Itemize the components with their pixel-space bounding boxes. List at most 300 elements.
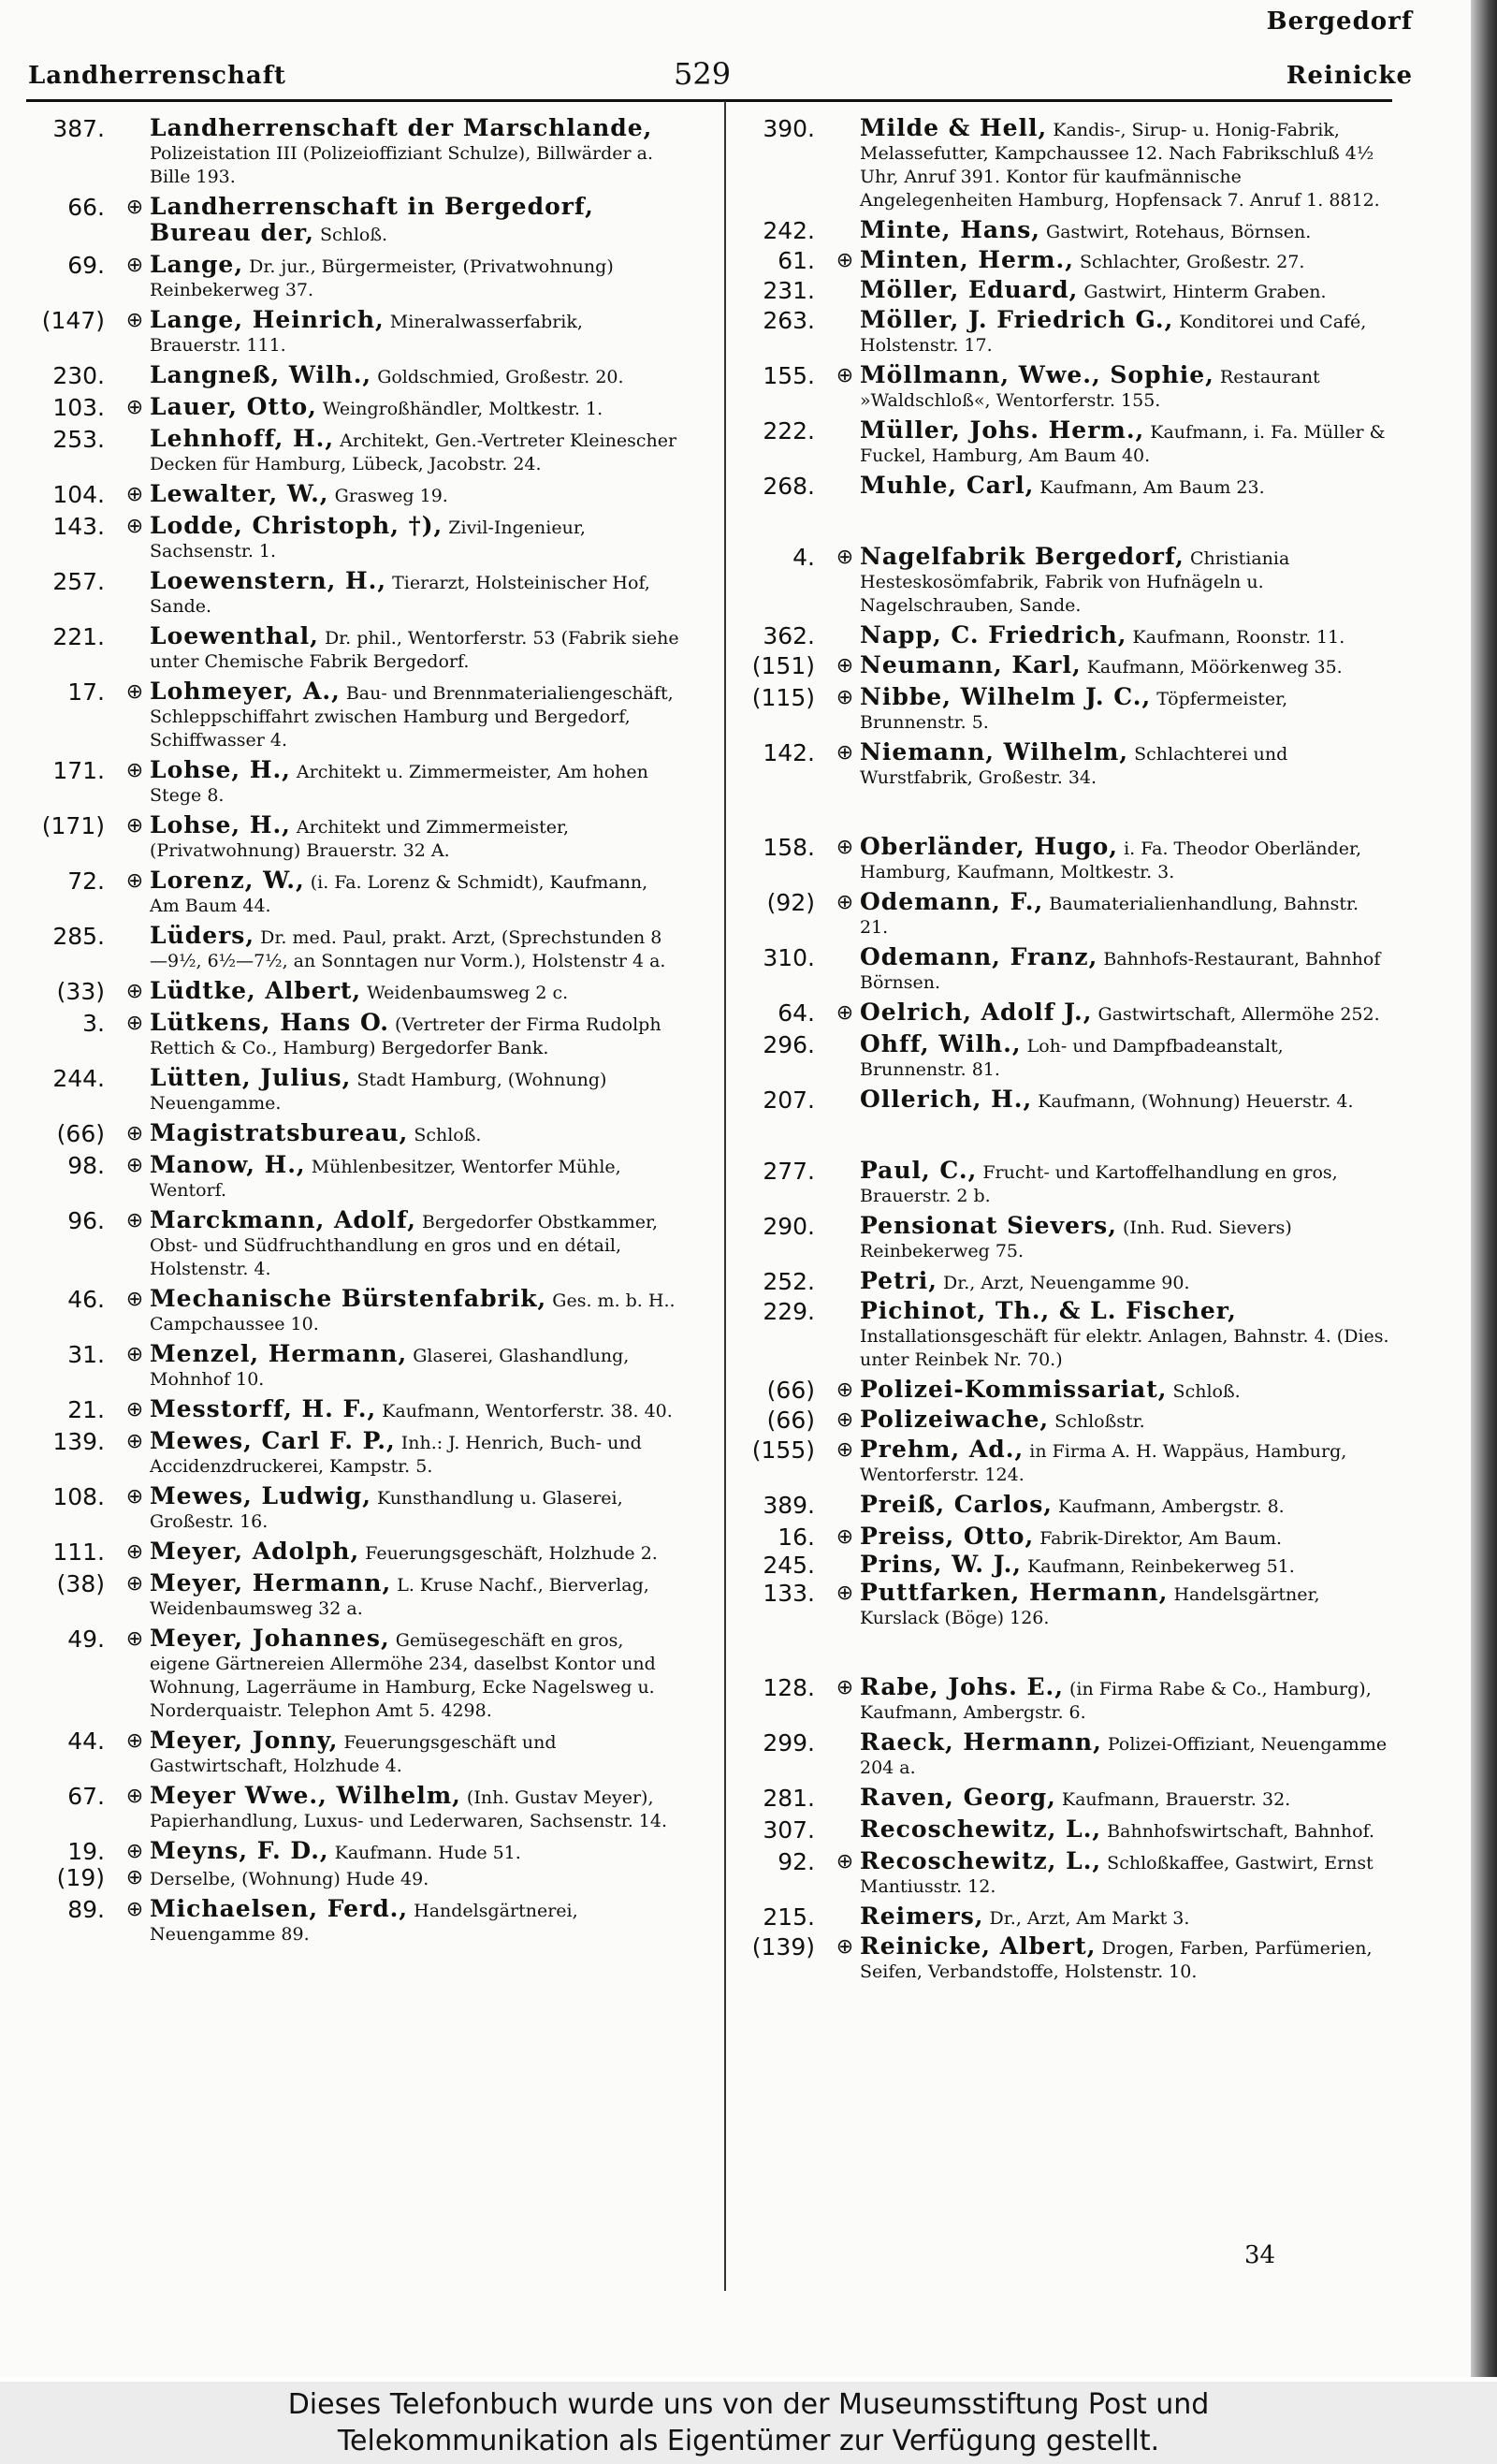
entry-text <box>150 979 679 1005</box>
entry-text <box>150 363 679 389</box>
entry-phone-number: (139) <box>751 1933 815 1961</box>
entry-description: Gastwirt, Rotehaus, Börnsen. <box>1046 222 1312 242</box>
entry-description: Kunsthandlung u. Glaserei, Großestr. 16. <box>150 1488 623 1532</box>
entry-text <box>150 624 679 674</box>
directory-entry <box>34 1897 679 1946</box>
entry-symbol-icon: ⊕ <box>125 1729 144 1753</box>
directory-entry <box>34 1571 679 1621</box>
entry-name: Prins, W. J., <box>860 1551 1023 1578</box>
entry-phone-number: 277. <box>763 1158 815 1185</box>
entry-description: Handelsgärtner, Kurslack (Böge) 126. <box>860 1584 1320 1628</box>
entry-description: Kaufmann, Brauerstr. 32. <box>1061 1789 1291 1810</box>
directory-entry <box>34 1208 679 1281</box>
entry-description: Drogen, Farben, Parfümerien, Seifen, Verbandstoffe, Holstenstr. 10. <box>860 1938 1373 1982</box>
entry-description: Schloßstr. <box>1054 1411 1145 1432</box>
entry-text <box>860 308 1389 357</box>
directory-entry <box>744 1553 1389 1579</box>
entry-name: Möller, Eduard, <box>860 276 1079 303</box>
entry-symbol-icon: ⊕ <box>836 686 854 709</box>
entry-name: Ohff, Wilh., <box>860 1030 1022 1057</box>
entry-text <box>150 1153 679 1203</box>
entry-name: Puttfarken, Hermann, <box>860 1579 1169 1606</box>
entry-symbol-icon: ⊕ <box>836 836 854 859</box>
directory-entry <box>744 1269 1389 1295</box>
entry-name: Lewalter, W., <box>150 480 329 507</box>
entry-description: Inh.: J. Henrich, Buch- und Accidenzdruckerei, Kampstr. 5. <box>150 1433 642 1477</box>
entry-description: Weidenbaumsweg 2 c. <box>367 983 569 1003</box>
entry-text <box>150 1897 679 1946</box>
entry-text <box>150 1626 679 1723</box>
entry-name: Preiss, Otto, <box>860 1523 1035 1550</box>
entry-phone-number: 4. <box>792 544 815 571</box>
entry-description: Polizei-Offiziant, Neuengamme 204 a. <box>860 1734 1388 1778</box>
entry-phone-number: 142. <box>763 739 815 766</box>
page-number: 529 <box>674 56 732 92</box>
directory-entry <box>34 979 679 1005</box>
entry-name: Lütkens, Hans O. <box>150 1009 389 1036</box>
entry-description: (i. Fa. Lorenz & Schmidt), Kaufmann, Am Baum 44. <box>150 872 648 916</box>
entry-text <box>860 1087 1389 1114</box>
directory-entry <box>744 1730 1389 1780</box>
entry-name: Lohse, H., <box>150 756 291 783</box>
entry-description: Kaufmann, Ambergstr. 8. <box>1058 1496 1285 1517</box>
entry-phone-number: 143. <box>52 513 105 540</box>
entry-symbol-icon: ⊕ <box>125 1627 144 1651</box>
entry-symbol-icon: ⊕ <box>836 891 854 914</box>
entry-text <box>860 545 1389 618</box>
entry-phone-number: 21. <box>67 1396 105 1423</box>
entry-description: Dr. jur., Bürgermeister, (Privatwohnung) Reinbekerweg 37. <box>150 256 614 300</box>
directory-entry <box>34 679 679 752</box>
entry-text <box>860 1407 1389 1434</box>
entry-text <box>150 1865 679 1891</box>
entry-phone-number: (66) <box>56 1120 105 1147</box>
directory-entry <box>744 1904 1389 1931</box>
entry-name: Oelrich, Adolf J., <box>860 999 1093 1026</box>
entry-text <box>860 1849 1389 1899</box>
entry-phone-number: 296. <box>763 1031 815 1058</box>
entry-symbol-icon: ⊕ <box>125 1840 144 1863</box>
entry-description: Weingroßhändler, Moltkestr. 1. <box>322 399 603 419</box>
entry-text <box>860 278 1389 304</box>
entry-symbol-icon: ⊕ <box>125 869 144 893</box>
entry-name: Nagelfabrik Bergedorf, <box>860 543 1185 570</box>
entry-description: Restaurant »Waldschloß«, Wentorferstr. 155. <box>860 367 1320 411</box>
entry-symbol-icon: ⊕ <box>125 1288 144 1311</box>
entry-description: (in Firma Rabe & Co., Hamburg), Kaufmann, Ambergstr. 6. <box>860 1679 1372 1723</box>
entry-symbol-icon: ⊕ <box>125 254 144 277</box>
entry-symbol-icon: ⊕ <box>125 1866 144 1889</box>
entry-symbol-icon: ⊕ <box>836 1850 854 1874</box>
entry-description: Architekt u. Zimmermeister, Am hohen Stege 8. <box>150 762 648 806</box>
entry-description: Bergedorfer Obstkammer, Obst- und Südfruchthandlung en gros und en détail, Holstenstr. 4. <box>150 1212 659 1279</box>
entry-text <box>860 1786 1389 1812</box>
entry-text <box>150 569 679 619</box>
entry-symbol-icon: ⊕ <box>125 483 144 506</box>
entry-phone-number: 158. <box>763 834 815 861</box>
entry-text <box>150 813 679 863</box>
entry-text <box>860 1730 1389 1780</box>
entry-phone-number: 19. <box>67 1838 105 1865</box>
entry-description: Goldschmied, Großestr. 20. <box>377 367 624 387</box>
entry-name: Raeck, Hermann, <box>860 1728 1102 1756</box>
directory-entry <box>744 116 1389 212</box>
entry-name: Lange, <box>150 251 244 278</box>
entry-text <box>150 1728 679 1778</box>
entry-name: Mewes, Ludwig, <box>150 1482 371 1509</box>
entry-text <box>860 1553 1389 1579</box>
entry-description: Feuerungsgeschäft und Gastwirtschaft, Holzhude 4. <box>150 1732 557 1776</box>
entry-description: Loh- und Dampfbadeanstalt, Brunnenstr. 81. <box>860 1036 1284 1080</box>
directory-entry <box>34 253 679 302</box>
entry-name: Menzel, Hermann, <box>150 1340 408 1367</box>
entry-text <box>860 1675 1389 1725</box>
directory-entry <box>744 1786 1389 1812</box>
entry-phone-number: 281. <box>763 1785 815 1812</box>
entry-description: (Inh. Gustav Meyer), Papierhandlung, Luxus- und Lederwaren, Sachsenstr. 14. <box>150 1787 667 1831</box>
entry-description: Kaufmann, Reinbekerweg 51. <box>1027 1556 1295 1577</box>
entry-description: in Firma A. H. Wappäus, Hamburg, Wentorferstr. 124. <box>860 1441 1347 1485</box>
entry-description: Glaserei, Glashandlung, Mohnhof 10. <box>150 1346 630 1390</box>
entry-phone-number: 268. <box>763 473 815 500</box>
entry-phone-number: 245. <box>763 1552 815 1579</box>
entry-description: Frucht- und Kartoffelhandlung en gros, Brauerstr. 2 b. <box>860 1162 1338 1206</box>
directory-entry <box>744 418 1389 468</box>
entry-phone-number: 139. <box>52 1428 105 1455</box>
entry-text <box>150 514 679 563</box>
entry-symbol-icon: ⊕ <box>125 980 144 1003</box>
entry-name: Napp, C. Friedrich, <box>860 621 1127 649</box>
entry-description: Gastwirt, Hinterm Graben. <box>1083 282 1327 302</box>
entry-phone-number: 171. <box>52 757 105 784</box>
directory-entry <box>34 1121 679 1147</box>
directory-entry <box>744 945 1389 995</box>
entry-name: Lauer, Otto, <box>150 393 317 420</box>
entry-text <box>150 427 679 476</box>
entry-phone-number: 257. <box>52 568 105 595</box>
entry-phone-number: 253. <box>52 426 105 453</box>
entry-description: Kaufmann, Möörkenweg 35. <box>1086 657 1343 678</box>
entry-phone-number: 229. <box>763 1298 815 1325</box>
entry-description: Grasweg 19. <box>334 486 448 506</box>
entry-phone-number: 89. <box>67 1896 105 1923</box>
directory-entry <box>744 1675 1389 1725</box>
entry-phone-number: 285. <box>52 923 105 950</box>
entry-text <box>860 740 1389 790</box>
entry-text <box>150 758 679 808</box>
directory-entry <box>34 624 679 674</box>
entry-description: Bahnhofs-Restaurant, Bahnhof Börnsen. <box>860 949 1381 993</box>
directory-entry <box>744 1159 1389 1208</box>
entry-name: Langneß, Wilh., <box>150 361 372 388</box>
entry-text <box>150 116 679 189</box>
entry-text <box>860 363 1389 413</box>
entry-phone-number: 215. <box>763 1903 815 1931</box>
ownership-banner <box>0 2382 1497 2464</box>
directory-entry <box>744 1817 1389 1844</box>
directory-entry <box>744 1934 1389 1984</box>
entry-name: Reimers, <box>860 1903 984 1930</box>
entry-phone-number: 96. <box>67 1207 105 1234</box>
entry-symbol-icon: ⊕ <box>836 741 854 765</box>
entry-symbol-icon: ⊕ <box>125 1485 144 1509</box>
entry-description: Zivil-Ingenieur, Sachsenstr. 1. <box>150 518 586 561</box>
entry-name: Lodde, Christoph, †), <box>150 512 443 539</box>
entry-phone-number: 387. <box>52 115 105 142</box>
entry-name: Manow, H., <box>150 1151 306 1178</box>
entry-symbol-icon: ⊕ <box>836 1676 854 1699</box>
directory-entry <box>744 1524 1389 1551</box>
entry-symbol-icon: ⊕ <box>836 546 854 569</box>
entry-phone-number: 98. <box>67 1152 105 1179</box>
entry-description: Gemüsegeschäft en gros, eigene Gärtnereien Allermöhe 234, daselbst Kontor und Wohnung, Lagerräume in Hamburg, Ecke Nagelsweg u. Norderquaistr. Telephon Amt 5. 4298. <box>150 1630 656 1721</box>
entry-description: Christiania Hesteskosömfabrik, Fabrik von Hufnägeln u. Nagelschrauben, Sande. <box>860 548 1290 616</box>
entry-phone-number: 231. <box>763 277 815 304</box>
entry-text <box>860 890 1389 940</box>
entry-name: Möllmann, Wwe., Sophie, <box>860 361 1214 388</box>
entry-text <box>860 623 1389 649</box>
entry-symbol-icon: ⊕ <box>836 1525 854 1549</box>
entry-text <box>150 679 679 752</box>
entry-description: Kaufmann, i. Fa. Müller & Fuckel, Hamburg, Am Baum 40. <box>860 422 1386 466</box>
entry-phone-number: 133. <box>763 1580 815 1607</box>
entry-text <box>860 653 1389 679</box>
running-head-place: Bergedorf <box>1266 7 1413 36</box>
entry-text <box>150 1484 679 1534</box>
entry-text <box>860 218 1389 244</box>
entry-text <box>860 418 1389 468</box>
entry-name: Loewenstern, H., <box>150 567 387 594</box>
entry-text <box>860 1000 1389 1027</box>
entry-text <box>860 1817 1389 1844</box>
entry-text <box>860 1269 1389 1295</box>
entry-name: Mechanische Bürstenfabrik, <box>150 1285 547 1312</box>
entry-text <box>860 248 1389 274</box>
entry-text <box>860 1904 1389 1931</box>
entry-symbol-icon: ⊕ <box>125 1785 144 1808</box>
entry-text <box>860 116 1389 212</box>
directory-entry <box>744 1493 1389 1519</box>
right-column <box>744 116 1389 1984</box>
entry-text <box>860 1493 1389 1519</box>
entry-description: L. Kruse Nachf., Bierverlag, Weidenbaumsweg 32 a. <box>150 1575 649 1619</box>
entry-phone-number: (151) <box>751 652 815 679</box>
directory-entry <box>34 514 679 563</box>
entry-name: Meyer, Adolph, <box>150 1538 360 1565</box>
directory-entry <box>34 1784 679 1833</box>
entry-text <box>860 685 1389 735</box>
entry-description: Tierarzt, Holsteinischer Hof, Sande. <box>150 573 650 617</box>
entry-phone-number: 362. <box>763 622 815 649</box>
entry-name: Ollerich, H., <box>860 1086 1033 1113</box>
directory-entry <box>34 195 679 247</box>
entry-text <box>150 924 679 973</box>
directory-entry <box>744 474 1389 500</box>
directory-entry <box>744 1581 1389 1630</box>
entry-description: Dr. phil., Wentorferstr. 53 (Fabrik siehe unter Chemische Fabrik Bergedorf. <box>150 628 679 672</box>
entry-text <box>150 1121 679 1147</box>
entry-phone-number: 46. <box>67 1286 105 1313</box>
entry-description: Kaufmann, Roonstr. 11. <box>1132 627 1345 648</box>
directory-entry <box>744 653 1389 679</box>
entry-phone-number: 49. <box>67 1626 105 1653</box>
entry-symbol-icon: ⊕ <box>125 814 144 838</box>
directory-entry <box>744 278 1389 304</box>
entry-phone-number: 128. <box>763 1674 815 1701</box>
entry-symbol-icon: ⊕ <box>836 654 854 678</box>
directory-entry <box>744 623 1389 649</box>
entry-phone-number: 104. <box>52 481 105 508</box>
entry-phone-number: (147) <box>41 307 105 334</box>
entry-symbol-icon: ⊕ <box>125 1343 144 1366</box>
directory-entry <box>34 758 679 808</box>
entry-description: Schloß. <box>1172 1381 1241 1402</box>
directory-entry <box>744 1000 1389 1027</box>
entry-text <box>860 1437 1389 1487</box>
directory-entry <box>744 1299 1389 1372</box>
entry-symbol-icon: ⊕ <box>125 1398 144 1422</box>
entry-description: Kaufmann, Am Baum 23. <box>1039 477 1265 498</box>
entry-phone-number: 3. <box>82 1010 105 1037</box>
entry-name: Lohmeyer, A., <box>150 678 341 705</box>
entry-name: Muhle, Carl, <box>860 472 1035 499</box>
directory-entry <box>744 363 1389 413</box>
entry-description: Schlachter, Großestr. 27. <box>1080 252 1305 272</box>
entry-phone-number: (66) <box>766 1377 815 1404</box>
entry-name: Meyns, F. D., <box>150 1837 329 1864</box>
entry-name: Mewes, Carl F. P., <box>150 1427 396 1454</box>
entry-symbol-icon: ⊕ <box>125 196 144 219</box>
entry-name: Landherrenschaft der Marschlande, <box>150 114 653 141</box>
entry-text <box>860 1159 1389 1208</box>
entry-name: Lüdtke, Albert, <box>150 977 362 1004</box>
entry-text <box>150 1287 679 1336</box>
entry-name: Müller, Johs. Herm., <box>860 416 1145 444</box>
running-head-left: Landherrenschaft <box>28 62 286 90</box>
entry-text <box>860 1299 1389 1372</box>
entry-symbol-icon: ⊕ <box>125 759 144 782</box>
header-rule <box>26 99 1392 102</box>
entry-description: Kaufmann, (Wohnung) Heuerstr. 4. <box>1038 1091 1354 1112</box>
directory-entry <box>744 218 1389 244</box>
entry-phone-number: 44. <box>67 1728 105 1755</box>
entry-phone-number: (33) <box>56 978 105 1005</box>
directory-entry <box>744 1437 1389 1487</box>
entry-phone-number: (92) <box>766 889 815 916</box>
entry-name: Meyer Wwe., Wilhelm, <box>150 1782 461 1809</box>
directory-entry <box>744 1087 1389 1114</box>
directory-entry <box>744 545 1389 618</box>
entry-text <box>150 195 679 247</box>
entry-text <box>150 482 679 508</box>
entry-text <box>150 395 679 421</box>
entry-phone-number: 61. <box>778 247 815 274</box>
directory-entry <box>34 1287 679 1336</box>
entry-phone-number: 72. <box>67 868 105 895</box>
entry-name: Meyer, Johannes, <box>150 1625 390 1652</box>
entry-text <box>150 1839 679 1865</box>
directory-entry <box>34 395 679 421</box>
entry-text <box>150 1066 679 1115</box>
entry-description: Kaufmann, Wentorferstr. 38. 40. <box>382 1401 673 1422</box>
entry-name: Polizeiwache, <box>860 1406 1050 1433</box>
entry-phone-number: 16. <box>778 1524 815 1551</box>
entry-symbol-icon: ⊕ <box>836 1582 854 1605</box>
entry-text <box>150 1397 679 1423</box>
entry-description: Schloßkaffee, Gastwirt, Ernst Mantiusstr. 12. <box>860 1853 1373 1897</box>
directory-entry <box>34 1484 679 1534</box>
entry-name: Lohse, H., <box>150 811 291 838</box>
entry-text <box>150 1571 679 1621</box>
entry-description: Stadt Hamburg, (Wohnung) Neuengamme. <box>150 1070 607 1114</box>
entry-name: Marckmann, Adolf, <box>150 1206 416 1233</box>
entry-description: Konditorei und Café, Holstenstr. 17. <box>860 312 1367 356</box>
left-column <box>34 116 679 1946</box>
entry-text <box>150 1784 679 1833</box>
directory-entry <box>744 248 1389 274</box>
entry-name: Minten, Herm., <box>860 246 1074 273</box>
entry-phone-number: 252. <box>763 1268 815 1295</box>
entry-text <box>860 1581 1389 1630</box>
entry-phone-number: 244. <box>52 1065 105 1092</box>
entry-name: Oberländer, Hugo, <box>860 833 1119 860</box>
directory-entry <box>744 1849 1389 1899</box>
entry-description: Schlachterei und Wurstfabrik, Großestr. 34. <box>860 744 1288 788</box>
entry-symbol-icon: ⊕ <box>125 1012 144 1035</box>
entry-phone-number: 108. <box>52 1483 105 1510</box>
entry-text <box>860 1032 1389 1082</box>
entry-name: Recoschewitz, L., <box>860 1847 1102 1874</box>
entry-description: Architekt und Zimmermeister, (Privatwohnung) Brauerstr. 32 A. <box>150 817 570 861</box>
entry-phone-number: (115) <box>751 684 815 711</box>
directory-entry <box>34 1839 679 1865</box>
entry-description: Dr. med. Paul, prakt. Arzt, (Sprechstunden 8—9½, 6½—7½, an Sonntagen nur Vorm.), Holstenstr 4 a. <box>150 927 666 971</box>
entry-description: Bau- und Brennmaterialiengeschäft, Schleppschiffahrt zwischen Hamburg und Bergedorf, Schiffwasser 4. <box>150 683 674 751</box>
entry-name: Möller, J. Friedrich G., <box>860 306 1174 333</box>
entry-phone-number: 290. <box>763 1213 815 1240</box>
entry-description: Derselbe, (Wohnung) Hude 49. <box>150 1869 429 1889</box>
directory-entry <box>34 868 679 918</box>
entry-name: Reinicke, Albert, <box>860 1932 1097 1960</box>
entry-description: Installationsgeschäft für elektr. Anlagen, Bahnstr. 4. (Dies. unter Reinbek Nr. 70.) <box>860 1326 1389 1370</box>
entry-phone-number: (19) <box>56 1864 105 1891</box>
entry-description: Dr., Arzt, Am Markt 3. <box>989 1908 1190 1929</box>
entry-phone-number: (66) <box>766 1407 815 1434</box>
entry-phone-number: 310. <box>763 944 815 971</box>
entry-text <box>860 1378 1389 1404</box>
entry-phone-number: 111. <box>52 1538 105 1566</box>
entry-symbol-icon: ⊕ <box>125 1430 144 1453</box>
directory-entry <box>744 835 1389 884</box>
entry-description: Architekt, Gen.-Vertreter Kleinescher Decken für Hamburg, Lübeck, Jacobstr. 24. <box>150 430 677 474</box>
entry-description: Gastwirtschaft, Allermöhe 252. <box>1097 1004 1380 1025</box>
entry-phone-number: 242. <box>763 217 815 244</box>
entry-text <box>150 1539 679 1566</box>
entry-description: Kaufmann. Hude 51. <box>334 1843 521 1863</box>
entry-phone-number: 389. <box>763 1492 815 1519</box>
entry-symbol-icon: ⊕ <box>836 1935 854 1959</box>
entry-phone-number: 307. <box>763 1816 815 1844</box>
entry-symbol-icon: ⊕ <box>125 1572 144 1596</box>
banner-line-1: Dieses Telefonbuch wurde uns von der Museumsstiftung Post und <box>287 2388 1210 2421</box>
entry-phone-number: 390. <box>763 115 815 142</box>
directory-entry <box>34 1865 679 1891</box>
entry-phone-number: 92. <box>778 1848 815 1875</box>
entry-description: Ges. m. b. H.. Campchaussee 10. <box>150 1290 676 1334</box>
entry-symbol-icon: ⊕ <box>836 1378 854 1402</box>
entry-name: Rabe, Johs. E., <box>860 1673 1064 1700</box>
directory-entry <box>744 308 1389 357</box>
